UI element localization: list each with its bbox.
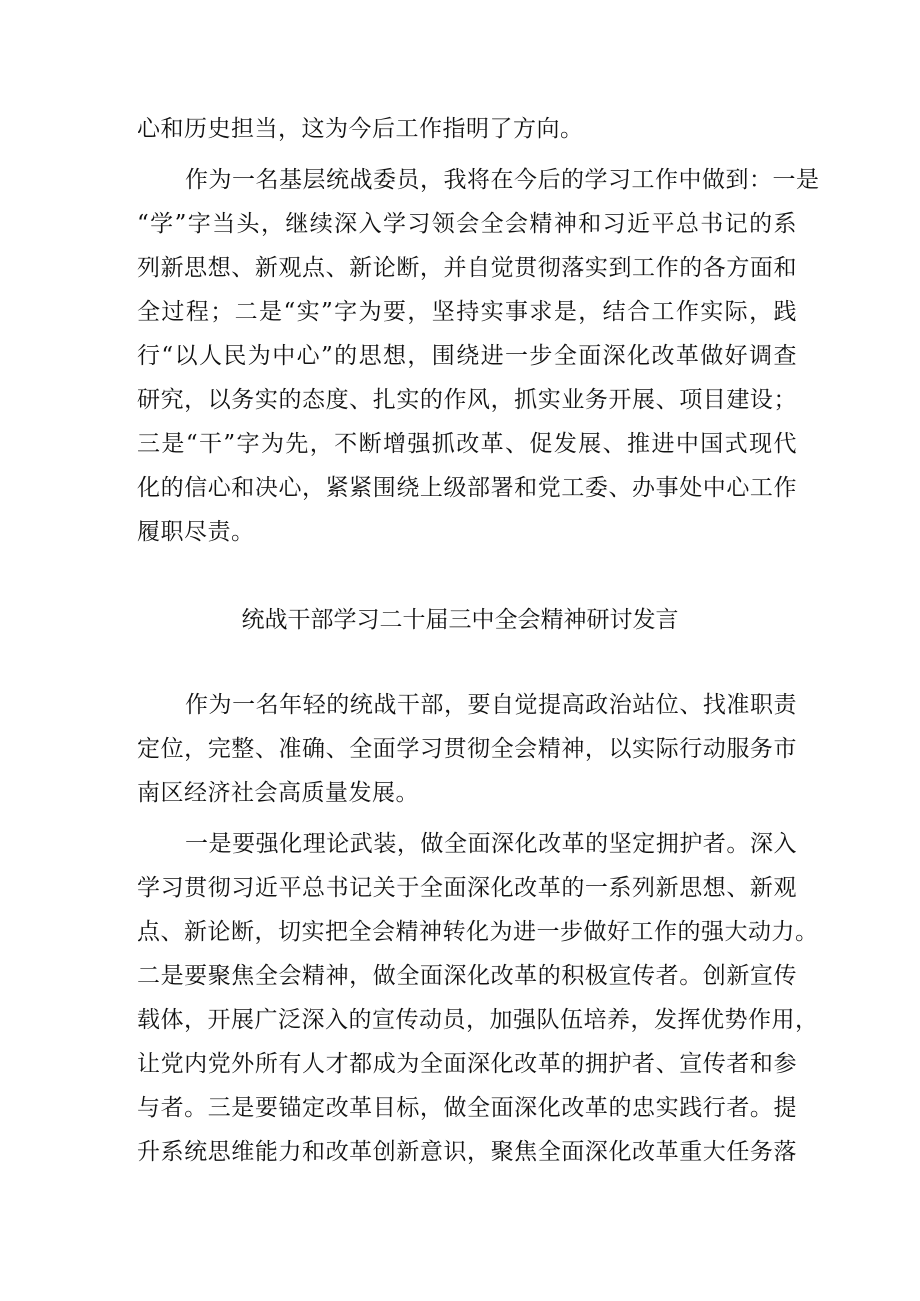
paragraph-line: 列新思想、新观点、新论断，并自觉贯彻落实到工作的各方面和	[137, 255, 797, 281]
paragraph-line: 履职尽责。	[137, 519, 255, 545]
paragraph-line: 与者。三是要锚定改革目标，做全面深化改革的忠实践行者。提	[137, 1095, 797, 1121]
paragraph-line: 升系统思维能力和改革创新意识，聚焦全面深化改革重大任务落	[137, 1139, 797, 1165]
paragraph-line: 一是要强化理论武装，做全面深化改革的坚定拥护者。深入	[185, 831, 797, 857]
paragraph-line: 心和历史担当，这为今后工作指明了方向。	[137, 116, 584, 142]
paragraph-line: 学习贯彻习近平总书记关于全面深化改革的一系列新思想、新观	[137, 875, 797, 901]
paragraph-line: 作为一名年轻的统战干部，要自觉提高政治站位、找准职责	[185, 692, 797, 718]
paragraph-line: 三是“干”字为先，不断增强抓改革、促发展、推进中国式现代	[137, 431, 797, 457]
paragraph-line: 全过程；二是“实”字为要，坚持实事求是，结合工作实际，践	[137, 299, 797, 325]
paragraph-line: 行“以人民为中心”的思想，围绕进一步全面深化改革做好调查	[137, 343, 797, 369]
paragraph-line: 化的信心和决心，紧紧围绕上级部署和党工委、办事处中心工作	[137, 475, 797, 501]
paragraph-line: 作为一名基层统战委员，我将在今后的学习工作中做到：一是	[185, 167, 820, 193]
paragraph-line: 点、新论断，切实把全会精神转化为进一步做好工作的强大动力。	[137, 919, 819, 945]
section-title: 统战干部学习二十届三中全会精神研讨发言	[241, 607, 679, 633]
paragraph-line: 载体，开展广泛深入的宣传动员，加强队伍培养，发挥优势作用，	[137, 1007, 819, 1033]
paragraph-line: 研究，以务实的态度、扎实的作风，抓实业务开展、项目建设；	[137, 387, 797, 413]
paragraph-line: “学”字当头，继续深入学习领会全会精神和习近平总书记的系	[137, 211, 797, 237]
paragraph-line: 二是要聚焦全会精神，做全面深化改革的积极宣传者。创新宣传	[137, 963, 797, 989]
paragraph-line: 南区经济社会高质量发展。	[137, 780, 419, 806]
paragraph-line: 定位，完整、准确、全面学习贯彻全会精神，以实际行动服务市	[137, 736, 797, 762]
paragraph-line: 让党内党外所有人才都成为全面深化改革的拥护者、宣传者和参	[137, 1051, 797, 1077]
